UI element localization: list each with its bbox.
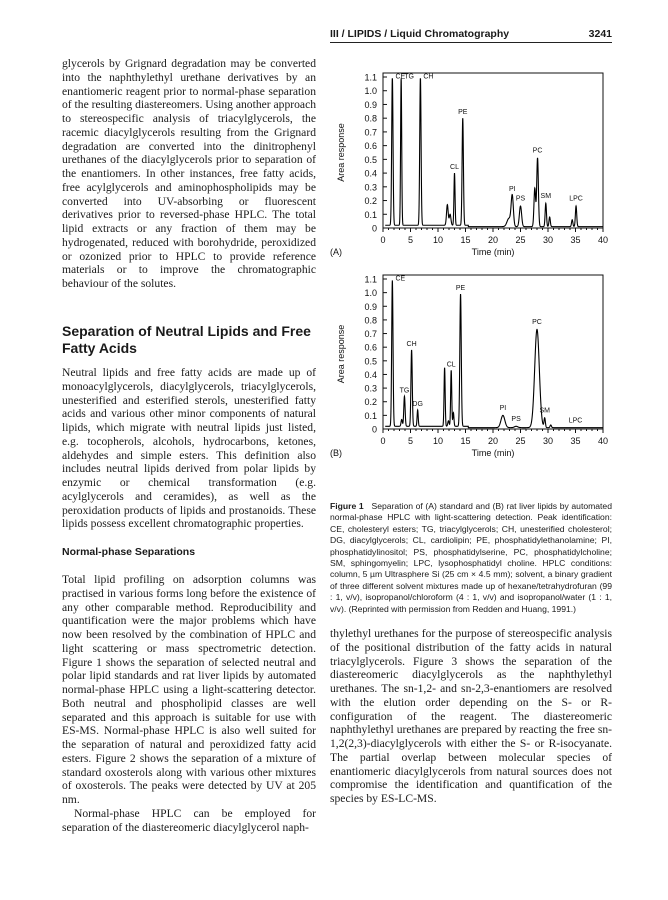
x-tick-label: 35 [570, 235, 581, 245]
x-tick-label: 5 [407, 436, 414, 446]
x-tick-label: 20 [487, 436, 499, 446]
peak-label-pe: PE [458, 109, 468, 117]
x-tick-label: 40 [597, 235, 609, 245]
x-tick-label: 0 [380, 235, 386, 245]
body-text: Neutral lipids and free fatty acids are made up of monoacylglycerols, diacylglycerols, triacylglycerols, unesterified and esterified sterols, unesterified fatty acids and various other minor components of natural lipids, which migrate with neutral lipids just listed, e.g. tocopherols, alcohols, hydrocarbons, ketones, aldehydes and simple esters. This definition also includes neutral lipids derived from polar lipids by enzymic or chemical transformation (e.g. acylglycerols and ceramides), as well as the peroxidation products of lipids and prostanoids. These lipids possess excellent chromatographic properties. [62, 366, 316, 531]
y-tick-label: 0.3 [364, 182, 377, 193]
x-tick-label: 30 [542, 436, 554, 446]
chromatogram-b [330, 270, 620, 490]
y-tick-label: 0.3 [364, 383, 377, 394]
x-tick-label: 15 [460, 436, 471, 446]
right-paragraph-1 [330, 627, 612, 806]
y-tick-label: 0.5 [364, 356, 377, 367]
y-tick-label: 0.4 [364, 369, 377, 380]
peak-label-lpc: LPC [568, 417, 583, 425]
peak-label-ch: CH [406, 340, 417, 348]
panel-label: (A) [330, 247, 342, 257]
y-tick-label: 1.0 [364, 86, 377, 97]
running-header [330, 28, 612, 42]
x-tick-label: 40 [597, 436, 609, 446]
x-tick-label: 30 [542, 235, 554, 245]
x-tick-label: 35 [570, 436, 581, 446]
peak-label-lpc: LPC [569, 195, 583, 203]
chromatogram-a [330, 60, 620, 275]
y-tick-label: 1.1 [364, 274, 377, 285]
peak-label-sm: SM [539, 407, 550, 415]
peak-label-ce: CE [395, 73, 406, 81]
header-rule [330, 42, 612, 43]
y-tick-label: 0.8 [364, 113, 377, 124]
left-paragraph-2 [62, 366, 316, 531]
peak-label-tg: TG [399, 387, 410, 395]
y-tick-label: 0.1 [364, 209, 377, 220]
chromatogram-trace [385, 78, 603, 226]
peak-label-ch: CH [423, 73, 434, 81]
y-tick-label: 1.1 [364, 72, 377, 83]
peak-label-ce: CE [395, 275, 406, 283]
peak-label-pe: PE [455, 285, 466, 292]
caption-text: Separation of (A) standard and (B) rat liver lipids by automated normal-phase HPLC with light-scattering detection. Peak identification: CE, cholesteryl esters; TG, triacylglycerols; CH, unesterified cholesterol; DG, diacylglycerols; CL, cardiolipin; PE, phosphatidylethanolamine; PI, phosphatidylinositol; PS, phosphatidylserine, PC, phosphatidylcholine; SM, sphingomyelin; LPC, lysophosphatidyl choline. HPLC conditions: column, 5 µm Ultrasphere Si (25 cm × 4.5 mm); solvent, a binary gradient of three different solvent mixtures made up of hexane/tetrahydrofuran (99 : 1, v/v), isopropanol/chloroform (4 : 1, v/v) and isopropanol/water (1 : 1, v/v). (Reprinted with permission from Redden and Huang, 1991.) [330, 501, 612, 614]
x-tick-label: 0 [380, 436, 386, 446]
subsection-heading: Normal-phase Separations [62, 546, 196, 558]
peak-label-pi: PI [508, 186, 516, 194]
peak-label-cl: CL [446, 361, 456, 369]
y-tick-label: 0.9 [364, 301, 377, 312]
y-tick-label: 0.2 [364, 397, 377, 408]
body-text: glycerols by Grignard degradation may be converted into the naphthylethyl urethane derivatives by an enantiomeric reagent prior to normal-phase separation of the resulting diastereomers. Using another approach to stereospecific analysis of triacylglycerols, the racemic diacylglycerols resulting from the Grignard degradation are converted into the dinitrophenyl urethanes of the diacylglycerols prior to separation of the enantiomers. In other instances, free fatty acids, free acylglycerols and aminophospholipids may be converted into UV-absorbing or fluorescent derivatives prior to reversed-phase HPLC. The total lipid extracts or any fraction of them may be hydrogenated, reduced with borohydride, peroxidized or ozonized prior to HPLC to provide reference materials or to improve the chromatographic behaviour of the solutes. [62, 57, 317, 290]
left-paragraph-1 [62, 57, 316, 291]
peak-label-cl: CL [450, 164, 459, 172]
y-tick-label: 0.6 [364, 342, 377, 353]
plot-frame [383, 73, 603, 228]
x-tick-label: 25 [515, 436, 526, 446]
y-tick-label: 0.5 [364, 154, 377, 165]
peak-label-pc: PC [532, 319, 542, 327]
x-tick-label: 20 [487, 235, 499, 245]
y-tick-label: 0.1 [364, 410, 377, 421]
peak-label-pc: PC [532, 147, 543, 155]
y-tick-label: 0.6 [364, 141, 377, 152]
x-tick-label: 5 [407, 235, 414, 245]
body-text: Total lipid profiling on adsorption columns was practised in various forms long before the existence of any other comparable method. Reproducibility and quantification were the major problems which have now been resolved by the combination of HPLC and light scattering or mass spectrometric detection. Figure 1 shows the separation of selected neutral and polar lipid standards and rat liver lipids by automated normal-phase HPLC using a light-scattering detector. Both neutral and phospholipid classes are well separated and this approach is suitable for use with ES-MS. Normal-phase HPLC is also well suited for the separation of natural and peroxidized fatty acid esters. Figure 2 shows the separation of a mixture of standard oxosterols along with various other mixtures of oxosterols. The peaks were detected by UV at 205 nm. [62, 573, 316, 806]
y-tick-label: 0.8 [364, 315, 377, 326]
y-tick-label: 0.4 [364, 168, 377, 179]
x-tick-label: 10 [432, 436, 444, 446]
peak-label-pi: PI [499, 405, 507, 412]
y-axis-label: Area response [336, 324, 346, 384]
y-tick-label: 0.7 [364, 329, 377, 340]
y-tick-label: 0.7 [364, 127, 377, 138]
running-title: III / LIPIDS / Liquid Chromatography [330, 28, 510, 40]
x-axis-label: Time (min) [471, 247, 515, 257]
peak-label-tg: TG [404, 73, 415, 81]
panel-label: (B) [330, 448, 342, 458]
left-paragraph-3 [62, 573, 316, 834]
body-text: thylethyl urethanes for the purpose of stereospecific analysis of the positional distribution of the fatty acids in natural triacylglycerols. Figure 3 shows the separation of the diastereomeric diacylglycerols as the naphthylethyl urethanes. The sn-1,2- and sn-2,3-enantiomers are resolved with the elution order depending on the S- or R-configuration of the reagent. The diastereomeric naphthylethyl urethanes are prepared by reacting the free sn-1,2(2,3)-diacylglycerols with either the S- or R-isocyanate. The partial overlap between molecular species of enantiomeric diacylglycerols from natural sources does not compromise the identification and quantification of the species by ES-LC-MS. [330, 627, 612, 805]
peak-label-sm: SM [540, 192, 552, 200]
y-axis-label: Area response [336, 123, 346, 182]
x-tick-label: 10 [432, 235, 444, 245]
y-tick-label: 0 [371, 223, 377, 234]
figure-caption [330, 501, 612, 615]
x-axis-label: Time (min) [471, 448, 515, 458]
y-tick-label: 1.0 [364, 288, 377, 299]
figure-label: Figure 1 [330, 501, 364, 511]
x-tick-label: 25 [515, 235, 526, 245]
y-tick-label: 0.2 [364, 196, 377, 207]
section-heading: Separation of Neutral Lipids and Free Fatty Acids [62, 323, 311, 356]
y-tick-label: 0 [371, 424, 377, 435]
page-number: 3241 [588, 28, 612, 40]
body-text: Normal-phase HPLC can be employed for separation of the diastereomeric diacylglycerol naph- [62, 806, 316, 834]
x-tick-label: 15 [460, 235, 471, 245]
peak-label-dg: DG [412, 400, 423, 408]
y-tick-label: 0.9 [364, 99, 377, 110]
peak-label-ps: PS [511, 415, 521, 423]
peak-label-ps: PS [515, 195, 526, 203]
